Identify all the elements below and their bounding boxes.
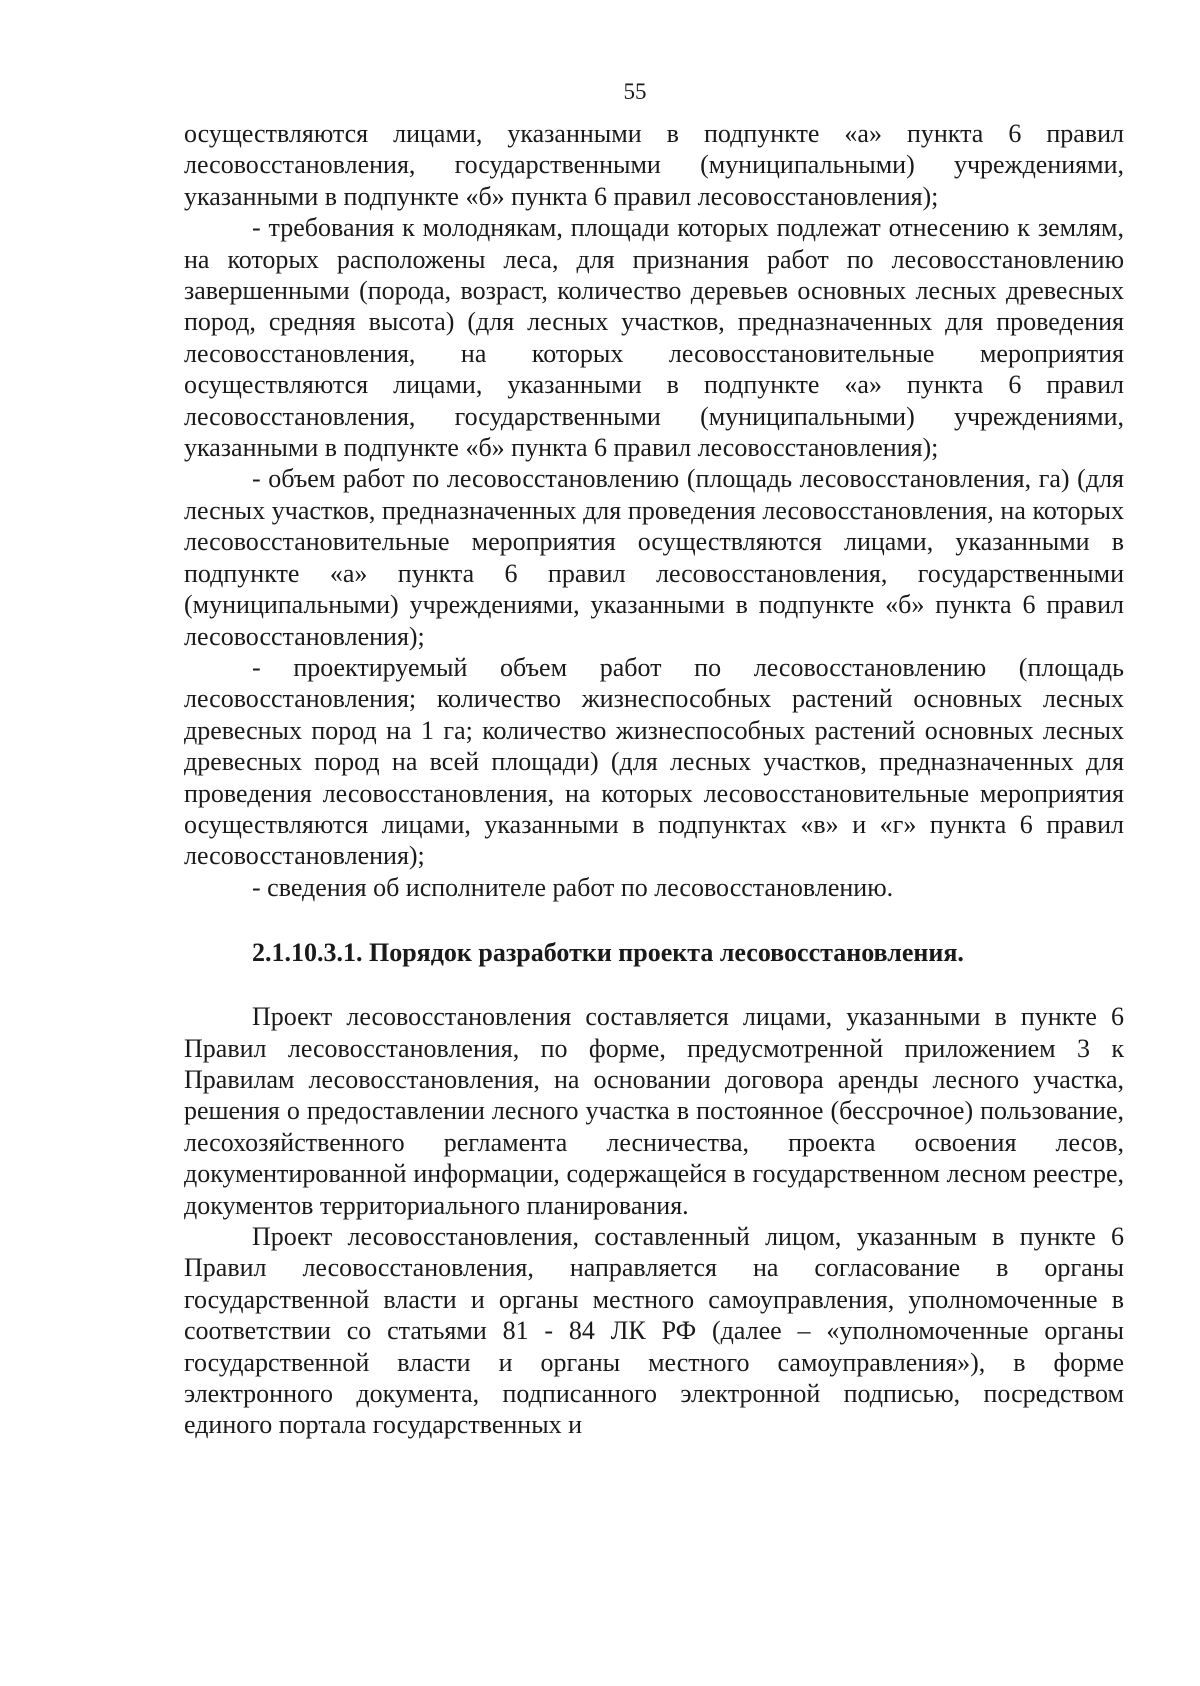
paragraph-continuation: осуществляются лицами, указанными в подпункте «а» пункта 6 правил лесовосстановления, государственными (муниципальными) учреждениями, указанными в подпункте «б» пункта 6 правил лесовосстановления);: [184, 119, 1124, 211]
list-item-contractor-info: - сведения об исполнителе работ по лесовосстановлению.: [252, 872, 894, 902]
section-heading: 2.1.10.3.1. Порядок разработки проекта лесовосстановления.: [252, 938, 964, 968]
document-body: [184, 118, 1124, 1441]
list-item-requirements: - требования к молоднякам, площади которых подлежат отнесению к землям, на которых расположены леса, для признания работ по лесовосстановлению завершенными (порода, возраст, количество деревьев основных лесных древесных пород, средняя высота) (для лесных участков, предназначенных для проведения лесовосстановления, на которых лесовосстановительные мероприятия осуществляются лицами, указанными в подпункте «а» пункта 6 правил лесовосстановления, государственными (муниципальными) учреждениями, указанными в подпункте «б» пункта 6 правил лесовосстановления);: [184, 213, 1124, 463]
paragraph-project-approval: Проект лесовосстановления, составленный лицом, указанным в пункте 6 Правил лесовосстановления, направляется на согласование в органы государственной власти и органы местного самоуправления, уполномоченные в соответствии со статьями 81 - 84 ЛК РФ (далее – «уполномоченные органы государственной власти и органы местного самоуправления»), в форме электронного документа, подписанного электронной подписью, посредством единого портала государственных и: [184, 1222, 1124, 1440]
list-item-work-volume: - объем работ по лесовосстановлению (площадь лесовосстановления, га) (для лесных участков, предназначенных для проведения лесовосстановления, на которых лесовосстановительные мероприятия осуществляются лицами, указанными в подпункте «а» пункта 6 правил лесовосстановления, государственными (муниципальными) учреждениями, указанными в подпункте «б» пункта 6 правил лесовосстановления);: [184, 464, 1124, 651]
paragraph-project-preparation: Проект лесовосстановления составляется лицами, указанными в пункте 6 Правил лесовосстановления, по форме, предусмотренной приложением 3 к Правилам лесовосстановления, на основании договора аренды лесного участка, решения о предоставлении лесного участка в постоянное (бессрочное) пользование, лесохозяйственного регламента лесничества, проекта освоения лесов, документированной информации, содержащейся в государственном лесном реестре, документов территориального планирования.: [184, 1002, 1124, 1220]
page-number: 55: [623, 79, 647, 104]
list-item-projected-volume: - проектируемый объем работ по лесовосстановлению (площадь лесовосстановления; количество жизнеспособных растений основных лесных древесных пород на 1 га; количество жизнеспособных растений основных лесных древесных пород на всей площади) (для лесных участков, предназначенных для проведения лесовосстановления, на которых лесовосстановительные мероприятия осуществляются лицами, указанными в подпунктах «в» и «г» пункта 6 правил лесовосстановления);: [184, 652, 1124, 871]
